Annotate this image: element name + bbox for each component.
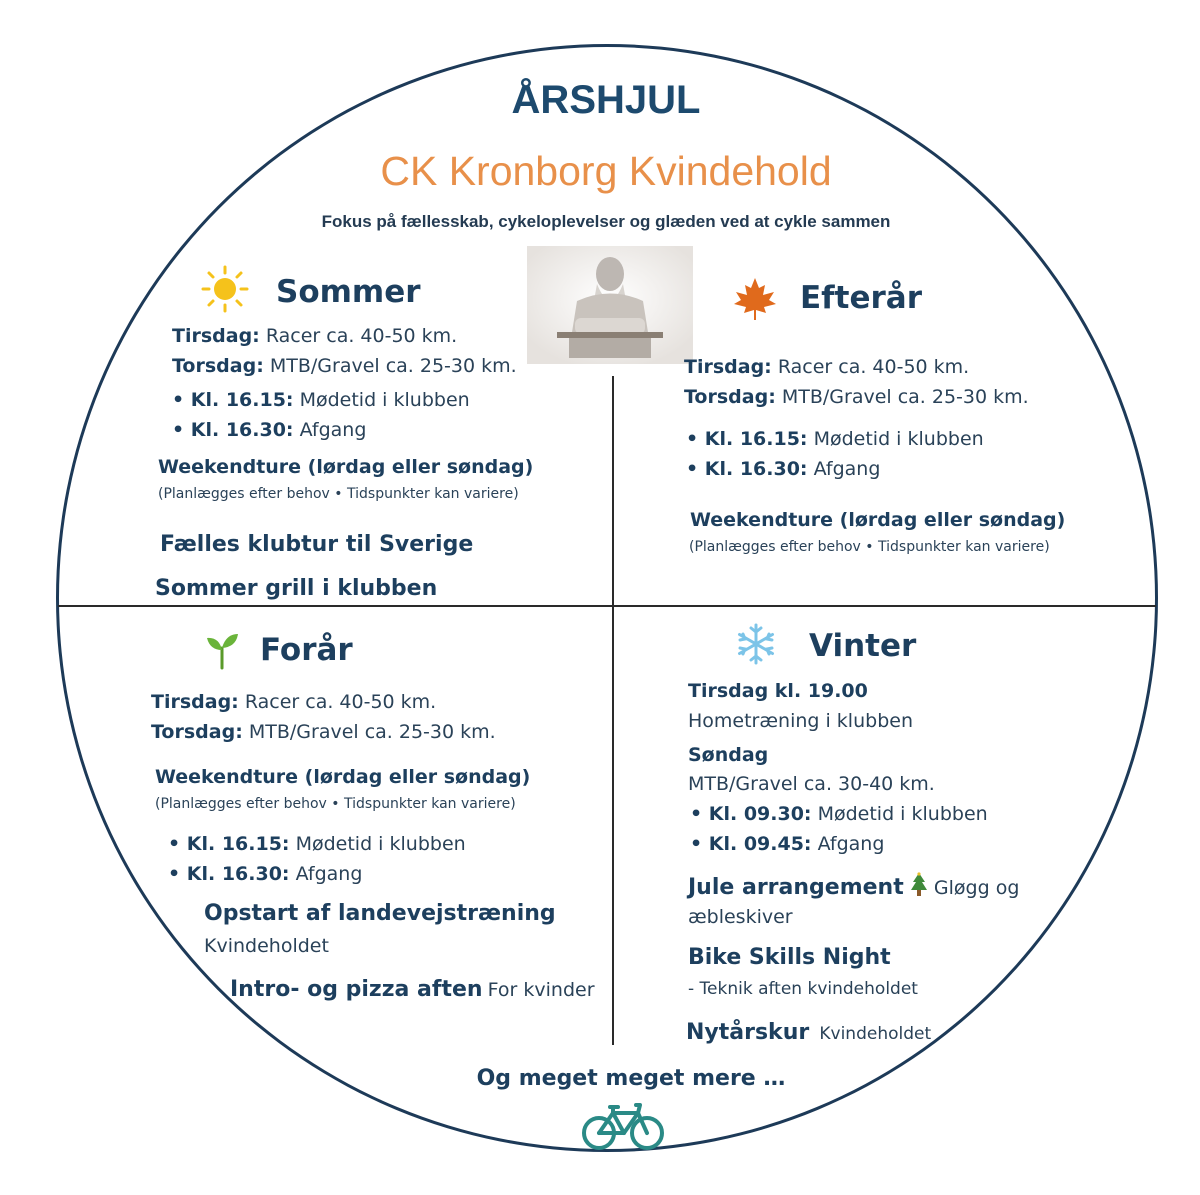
vinter-departure-time: • Kl. 09.45: Afgang bbox=[690, 833, 885, 855]
sommer-event-sweden: Fælles klubtur til Sverige bbox=[160, 532, 474, 557]
efteraar-weekend-tours: Weekendture (lørdag eller søndag) bbox=[690, 509, 1066, 531]
sommer-tuesday: Tirsdag: Racer ca. 40-50 km. bbox=[172, 325, 458, 347]
vinter-tuesday: Tirsdag kl. 19.00 bbox=[688, 680, 868, 702]
maple-leaf-icon bbox=[732, 276, 778, 322]
season-title-sommer: Sommer bbox=[276, 274, 421, 310]
sommer-event-grill: Sommer grill i klubben bbox=[155, 576, 438, 601]
tagline: Fokus på fællesskab, cykeloplevelser og glæden ved at cykle sammen bbox=[321, 212, 891, 231]
efteraar-departure-time: • Kl. 16.30: Afgang bbox=[686, 458, 881, 480]
foraar-meeting-time: • Kl. 16.15: Mødetid i klubben bbox=[168, 833, 466, 855]
page-title: ÅRSHJUL bbox=[511, 78, 701, 122]
foraar-weekend-tours: Weekendture (lørdag eller søndag) bbox=[155, 766, 531, 788]
vertical-divider-bottom bbox=[612, 607, 614, 1045]
season-title-vinter: Vinter bbox=[809, 628, 917, 664]
sun-icon bbox=[200, 264, 250, 314]
vertical-divider-top bbox=[612, 376, 614, 605]
efteraar-tuesday: Tirsdag: Racer ca. 40-50 km. bbox=[684, 356, 970, 378]
efteraar-weekend-note: (Planlægges efter behov • Tidspunkter kan variere) bbox=[689, 539, 1050, 555]
foraar-event-intro-pizza: Intro- og pizza aften For kvinder bbox=[230, 977, 595, 1002]
christmas-tree-icon bbox=[909, 872, 929, 898]
vinter-sunday: Søndag bbox=[688, 744, 769, 766]
foraar-tuesday: Tirsdag: Racer ca. 40-50 km. bbox=[151, 691, 437, 713]
foraar-event-road-training: Opstart af landevejstræning bbox=[204, 901, 556, 926]
vinter-event-new-year: Nytårskur Kvindeholdet bbox=[686, 1020, 932, 1045]
sommer-departure-time: • Kl. 16.30: Afgang bbox=[172, 419, 367, 441]
vinter-event-bike-skills: Bike Skills Night bbox=[688, 945, 891, 970]
foraar-departure-time: • Kl. 16.30: Afgang bbox=[168, 863, 363, 885]
season-title-efteraar: Efterår bbox=[800, 280, 923, 316]
foraar-event-road-training-sub: Kvindeholdet bbox=[204, 935, 329, 957]
horizontal-divider bbox=[58, 605, 1156, 607]
vinter-event-bike-skills-sub: - Teknik aften kvindeholdet bbox=[688, 979, 918, 999]
vinter-sunday-text: MTB/Gravel ca. 30-40 km. bbox=[688, 773, 935, 795]
sprout-icon bbox=[204, 630, 240, 670]
bicycle-icon bbox=[580, 1100, 666, 1152]
efteraar-meeting-time: • Kl. 16.15: Mødetid i klubben bbox=[686, 428, 984, 450]
statue-image bbox=[527, 246, 693, 364]
foraar-thursday: Torsdag: MTB/Gravel ca. 25-30 km. bbox=[151, 721, 496, 743]
sommer-weekend-tours: Weekendture (lørdag eller søndag) bbox=[158, 456, 534, 478]
snowflake-icon bbox=[734, 622, 778, 666]
sommer-weekend-note: (Planlægges efter behov • Tidspunkter kan variere) bbox=[158, 486, 519, 502]
more-activities: Og meget meget mere … bbox=[476, 1066, 786, 1091]
vinter-event-christmas: Jule arrangement Gløgg og bbox=[688, 872, 1019, 900]
season-title-foraar: Forår bbox=[260, 632, 353, 668]
vinter-event-christmas-sub: æbleskiver bbox=[688, 906, 793, 928]
sommer-meeting-time: • Kl. 16.15: Mødetid i klubben bbox=[172, 389, 470, 411]
club-name: CK Kronborg Kvindehold bbox=[380, 148, 832, 194]
efteraar-thursday: Torsdag: MTB/Gravel ca. 25-30 km. bbox=[684, 386, 1029, 408]
vinter-meeting-time: • Kl. 09.30: Mødetid i klubben bbox=[690, 803, 988, 825]
vinter-tuesday-text: Hometræning i klubben bbox=[688, 710, 913, 732]
foraar-weekend-note: (Planlægges efter behov • Tidspunkter kan variere) bbox=[155, 796, 516, 812]
sommer-thursday: Torsdag: MTB/Gravel ca. 25-30 km. bbox=[172, 355, 517, 377]
